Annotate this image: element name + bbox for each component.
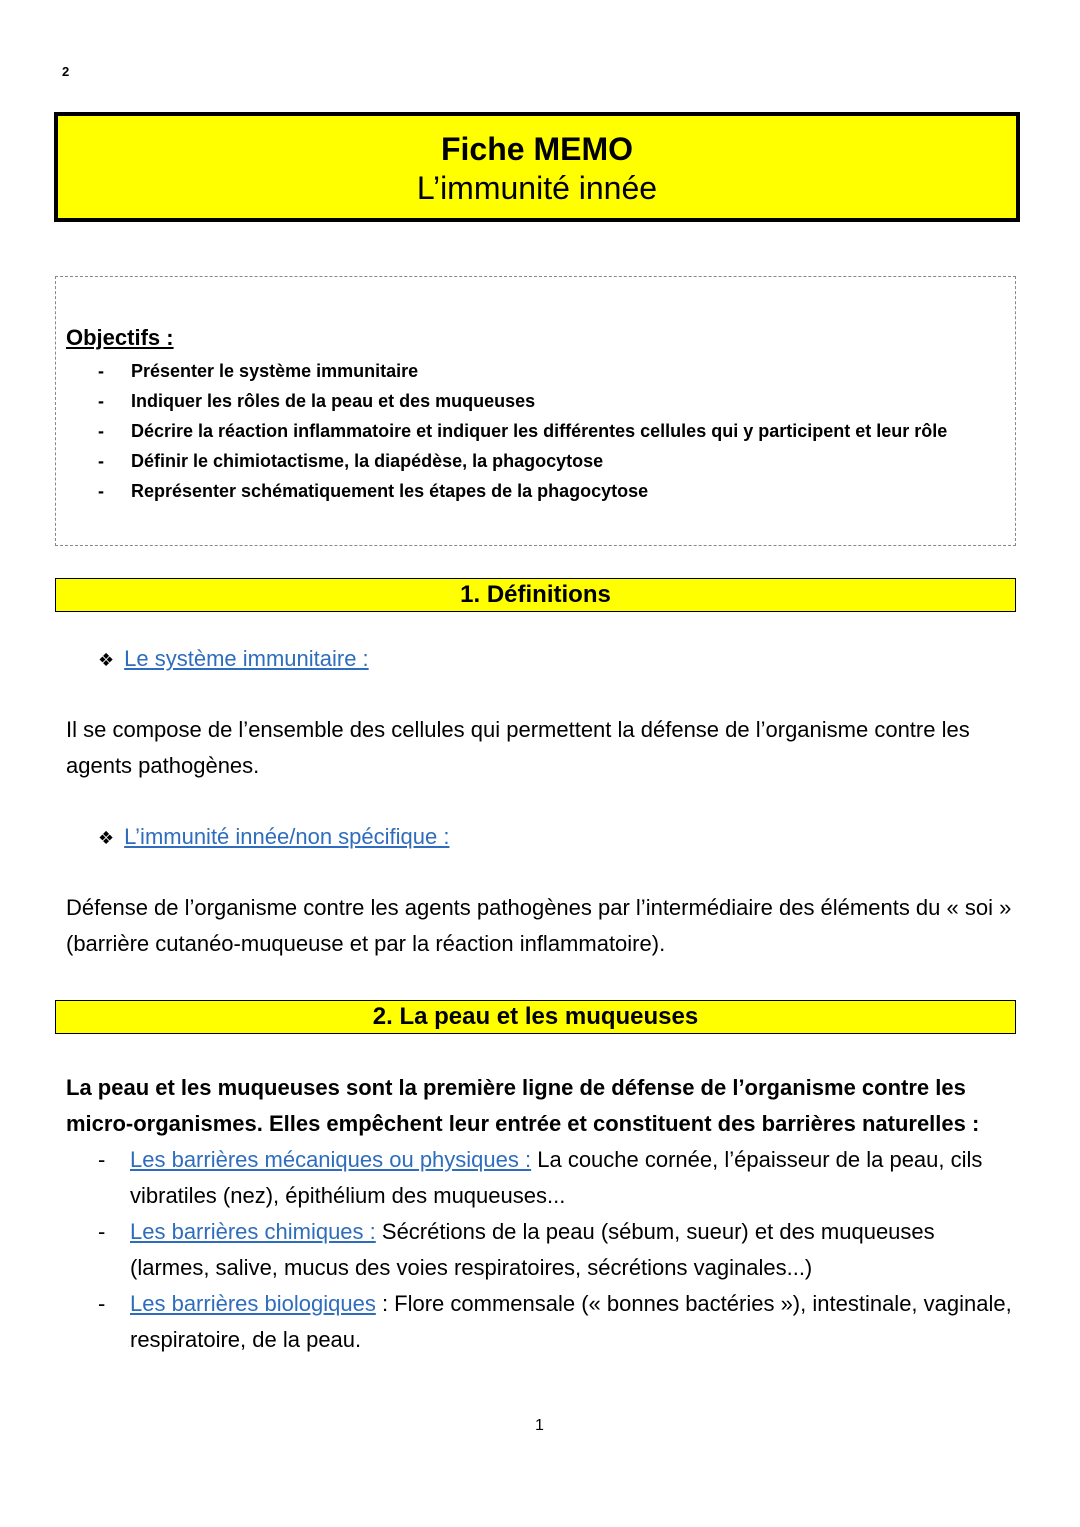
paragraph-systeme: Il se compose de l’ensemble des cellules qui permettent la défense de l’organisme contre les agents pathogènes. bbox=[66, 717, 970, 778]
diamond-bullet-icon: ❖ bbox=[98, 828, 115, 848]
list-item: - Les barrières chimiques : Sécrétions de la peau (sébum, sueur) et des muqueuses (larmes, salive, mucus des voies respiratoires, sécrétions vaginales...) bbox=[98, 1219, 935, 1280]
footer-page-number: 1 bbox=[535, 1417, 544, 1434]
title-box bbox=[54, 112, 1020, 222]
section-2-title: 2. La peau et les muqueuses bbox=[55, 1000, 1016, 1034]
subheading-systeme bbox=[98, 646, 369, 672]
objectives-heading: Objectifs : bbox=[66, 325, 174, 350]
corner-page-number: 2 bbox=[62, 64, 70, 79]
barrier-biologique-link[interactable]: Les barrières biologiques bbox=[130, 1291, 376, 1316]
list-item: - Les barrières mécaniques ou physiques : La couche cornée, l’épaisseur de la peau, cils vibratiles (nez), épithélium des muqueuses... bbox=[98, 1147, 983, 1208]
section-1-title: 1. Définitions bbox=[55, 578, 1016, 612]
barrier-list bbox=[66, 1142, 1016, 1358]
page-title: Fiche MEMO bbox=[440, 131, 633, 167]
paragraph-innee: Défense de l’organisme contre les agents pathogènes par l’intermédiaire des éléments du « soi » (barrière cutanéo-muqueuse et par la réaction inflammatoire). bbox=[66, 895, 1012, 956]
list-item: - Les barrières biologiques : Flore commensale (« bonnes bactéries »), intestinale, vaginale, respiratoire, de la peau. bbox=[98, 1291, 1012, 1352]
objectives-box: Objectifs : - Présenter le système immunitaire - Indiquer les rôles de la peau et des muqueuses - Décrire la réaction inflammatoire et indiquer les différentes cellules qui y participent et leur rôle - Définir le chimiotactisme, la diapédèse, la phagocytose - Représenter schématiquement les étapes de la phagocytose bbox=[55, 276, 1016, 546]
subheading-innee-label[interactable]: L’immunité innée/non spécifique : bbox=[124, 824, 450, 849]
subheading-innee bbox=[98, 824, 449, 850]
subheading-systeme-label[interactable]: Le système immunitaire : bbox=[124, 646, 369, 671]
diamond-bullet-icon: ❖ bbox=[98, 650, 115, 670]
paragraph-intro-barriers: La peau et les muqueuses sont la première ligne de défense de l’organisme contre les micro-organismes. Elles empêchent leur entrée et constituent des barrières naturelles : bbox=[66, 1075, 980, 1136]
page-subtitle: L’immunité innée bbox=[416, 170, 658, 206]
barrier-mecanique-link[interactable]: Les barrières mécaniques ou physiques : bbox=[130, 1147, 532, 1172]
barrier-chimique-link[interactable]: Les barrières chimiques : bbox=[130, 1219, 376, 1244]
